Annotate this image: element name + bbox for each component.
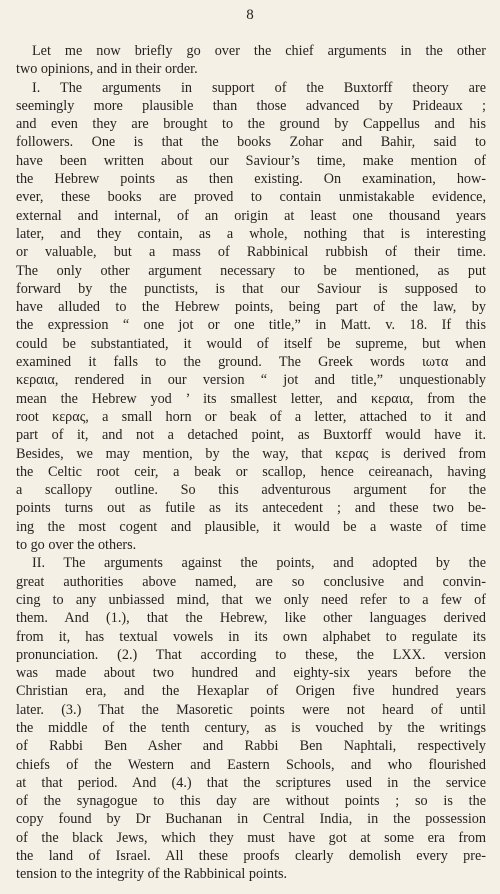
text-line: two opinions, and in their order. xyxy=(16,61,198,78)
body-text xyxy=(16,42,486,884)
text-line: I. The arguments in support of the Buxtorff theory are xyxy=(32,79,486,96)
text-line: examined it falls to the ground. The Greek words ιωτα and xyxy=(16,354,486,371)
text-line: chiefs of the Western and Eastern Schools, and who flourished xyxy=(16,756,486,773)
text-line: the Celtic root ceir, a beak or scallop, hence ceireanach, having xyxy=(16,463,486,480)
text-line: could be substantiated, it would of itself be supreme, but when xyxy=(16,335,486,352)
text-line: root κερας, a small horn or beak of a letter, attached to it and xyxy=(16,408,486,425)
text-line: copy found by Dr Buchanan in Central India, in the possession xyxy=(16,811,486,828)
text-line: κεραια, rendered in our version “ jot and title,” unquestionably xyxy=(16,372,486,389)
text-line: of Rabbi Ben Asher and Rabbi Ben Naphtali, respectively xyxy=(16,738,486,755)
text-line: have been written about our Saviour’s time, make mention of xyxy=(16,152,486,169)
text-line: to go over the others. xyxy=(16,537,137,554)
text-line: external and internal, of an origin at least one thousand years xyxy=(16,207,486,224)
text-line: at that period. And (4.) that the scriptures used in the service xyxy=(16,774,486,791)
text-line: cing to any unbiassed mind, that we only need refer to a few of xyxy=(16,591,486,608)
text-line: later, and they contain, as a whole, nothing that is interesting xyxy=(16,225,486,242)
text-line: was made about two hundred and eighty-six years before the xyxy=(16,665,486,682)
page-number: 8 xyxy=(246,7,254,23)
text-line: from it, has textual vowels in its own alphabet to regulate its xyxy=(16,628,486,645)
text-line: II. The arguments against the points, and adopted by the xyxy=(32,555,486,572)
text-line: great authorities above named, are so conclusive and convin- xyxy=(16,573,486,590)
text-line: have alluded to the Hebrew points, being part of the law, by xyxy=(16,299,486,316)
text-line: ever, these books are proved to contain unmistakable evidence, xyxy=(16,189,486,206)
text-line: tension to the integrity of the Rabbinical points. xyxy=(16,866,288,883)
text-line: later. (3.) That the Masoretic points were not heard of until xyxy=(16,701,486,718)
text-line: or valuable, but a mass of Rabbinical rubbish of their time. xyxy=(16,244,486,261)
text-line: the Hebrew points as then existing. On examination, how- xyxy=(16,171,486,188)
text-line: Let me now briefly go over the chief arguments in the other xyxy=(32,43,486,59)
text-line: and even they are brought to the ground by Cappellus and his xyxy=(16,116,486,133)
text-line: of the black Jews, which they must have got at some era from xyxy=(16,829,486,846)
text-line: a scallopy outline. So this adventurous argument for the xyxy=(16,482,486,499)
text-line: followers. One is that the books Zohar and Bahir, said to xyxy=(16,134,486,151)
text-line: Besides, we may mention, by the way, that κερας is derived from xyxy=(16,445,486,462)
text-line: them. And (1.), that the Hebrew, like other languages derived xyxy=(16,610,486,627)
text-line: the expression “ one jot or one title,” in Matt. v. 18. If this xyxy=(16,317,486,334)
text-line: mean the Hebrew yod ’ its smallest letter, and κεραια, from the xyxy=(16,390,486,407)
text-line: the middle of the tenth century, as is vouched by the writings xyxy=(16,719,486,736)
text-line: forward by the punctists, is that our Saviour is supposed to xyxy=(16,280,486,297)
text-line: ing the most cogent and plausible, it would be a waste of time xyxy=(16,518,486,535)
text-line: points turns out as futile as its antecedent ; and these two be- xyxy=(16,500,486,517)
text-line: seemingly more plausible than those advanced by Prideaux ; xyxy=(16,97,486,114)
text-line: of the synagogue to this day are without points ; so is the xyxy=(16,793,486,810)
text-line: pronunciation. (2.) That according to these, the LXX. version xyxy=(16,646,486,663)
text-line: the land of Israel. All these proofs clearly demolish every pre- xyxy=(16,848,486,865)
text-line: The only other argument necessary to be mentioned, as put xyxy=(16,262,486,279)
text-line: Christian era, and the Hexaplar of Origen five hundred years xyxy=(16,683,486,700)
text-line: part of it, and not a detached point, as Buxtorff would have it. xyxy=(16,427,486,444)
